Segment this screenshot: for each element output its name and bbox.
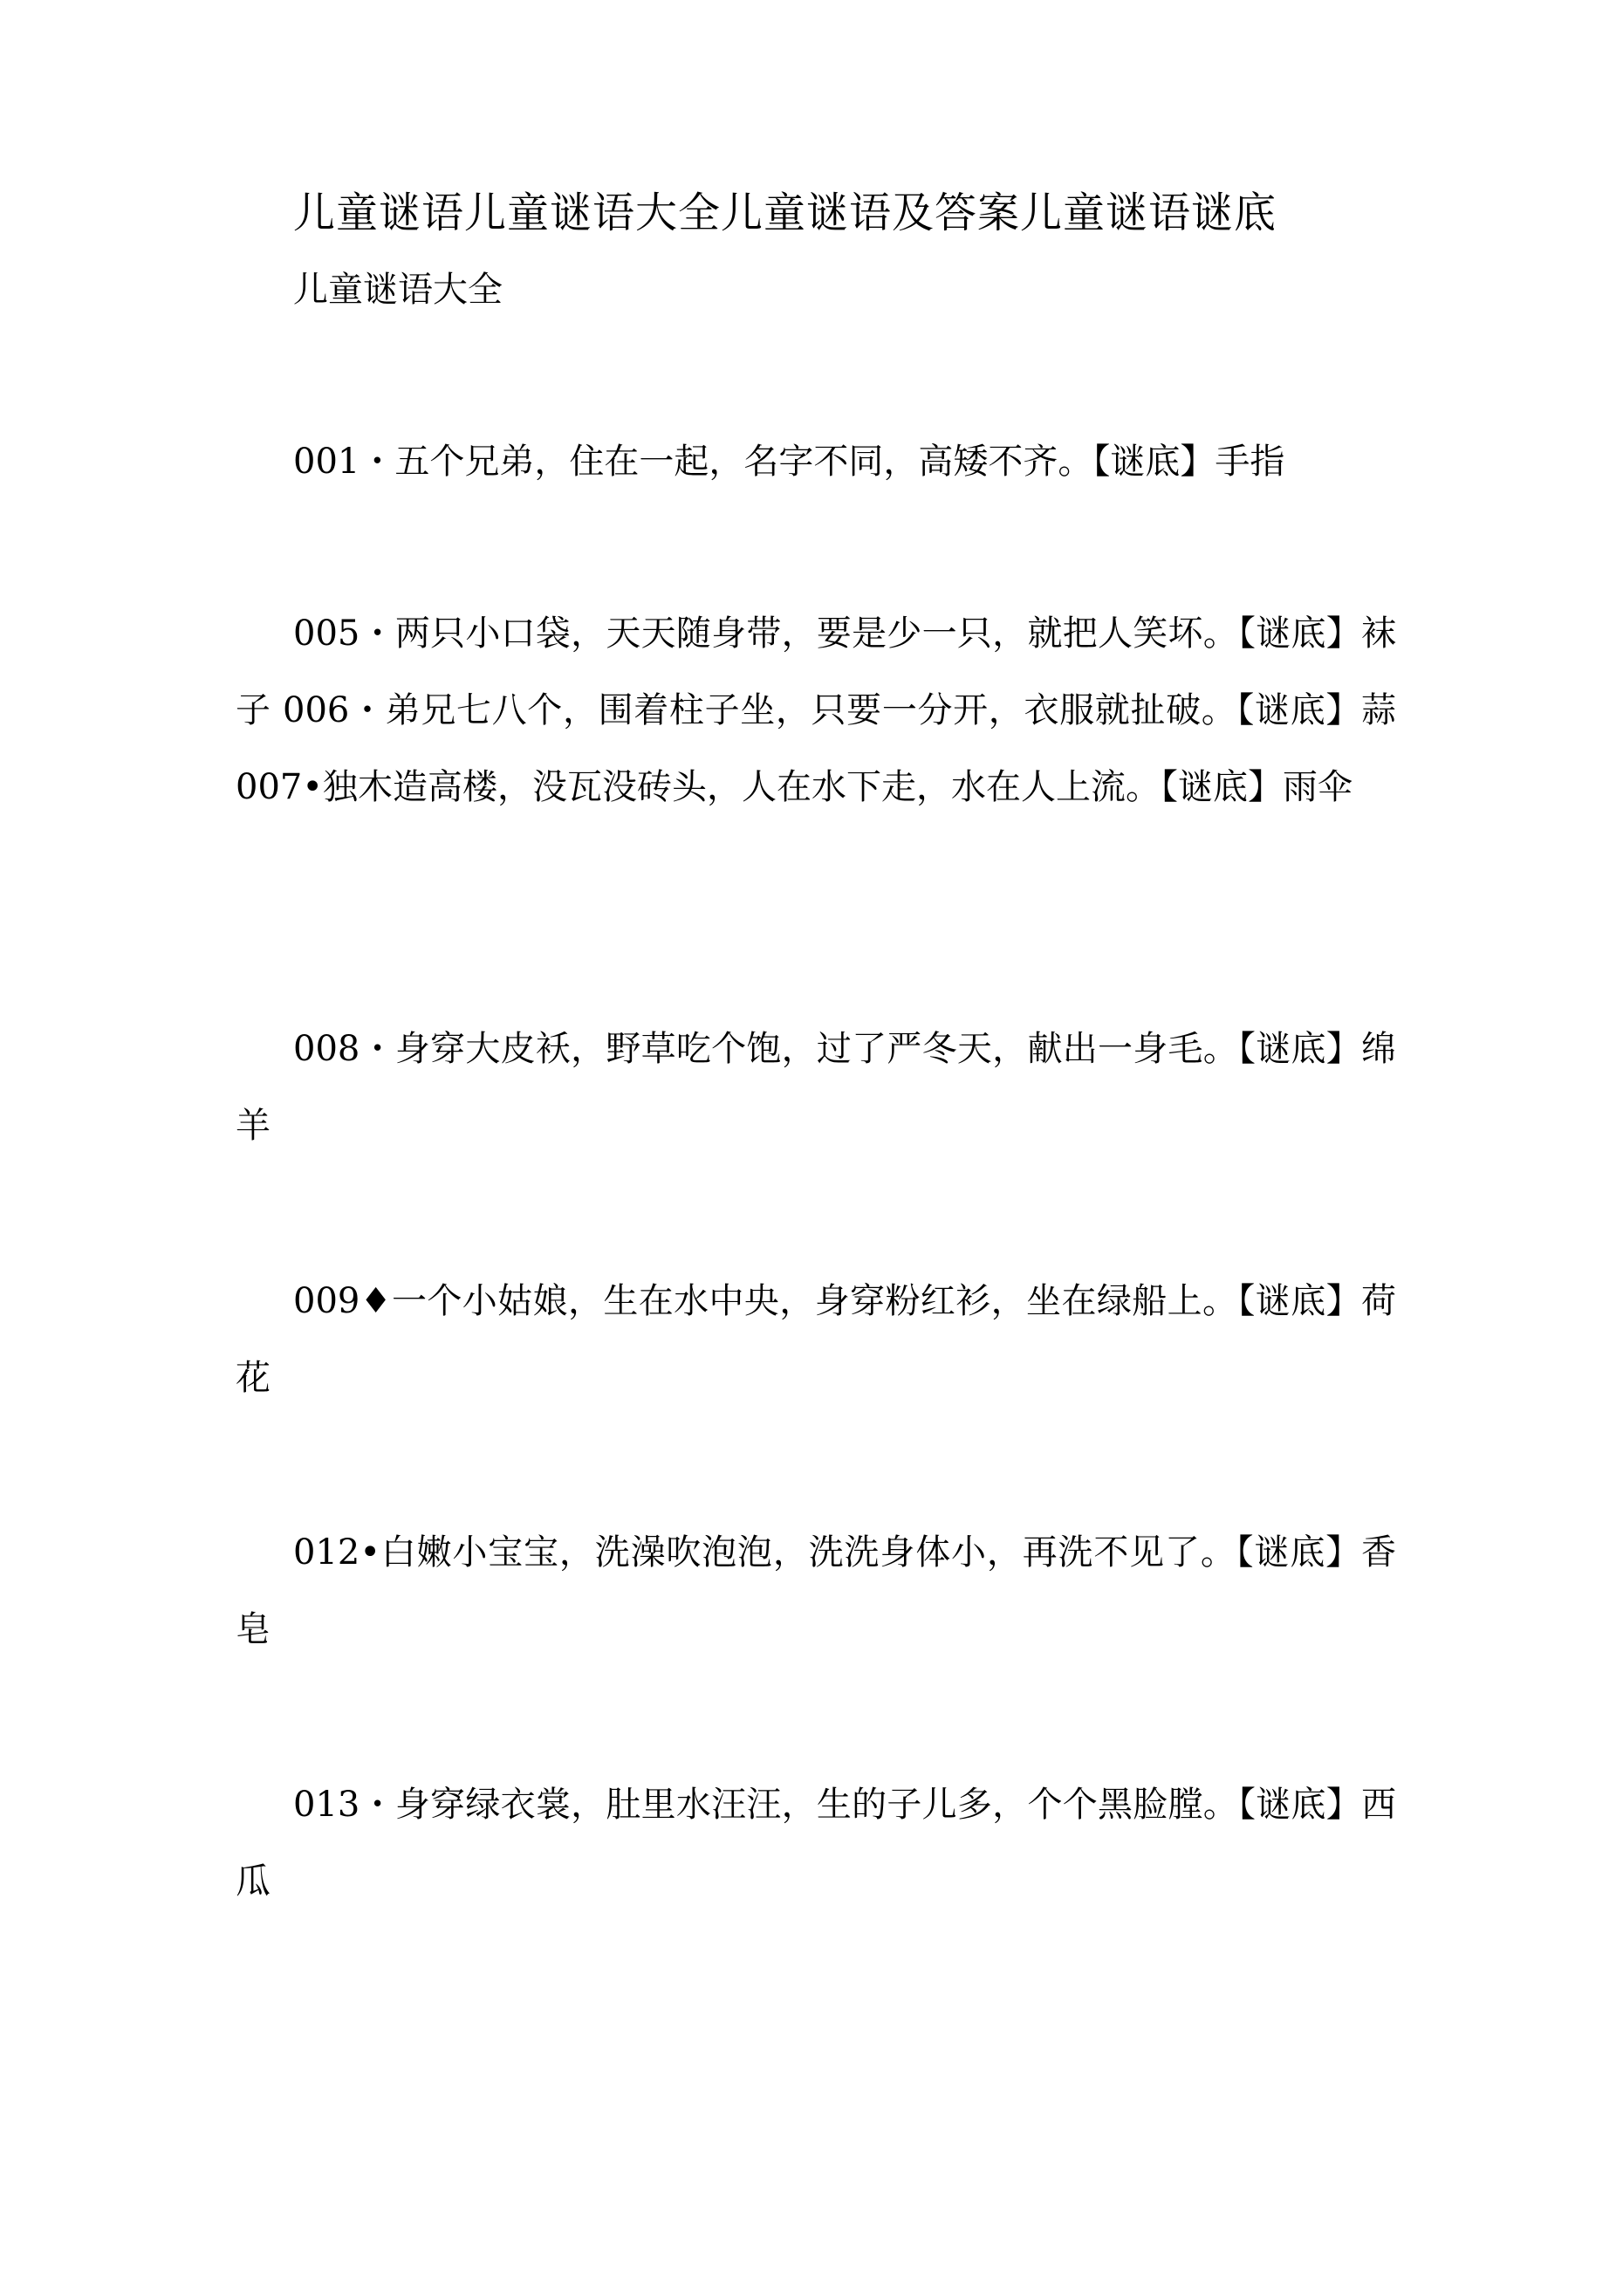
riddle-paragraph: 001・五个兄弟，住在一起，名字不同，高矮不齐。【谜底】手指 xyxy=(293,442,1285,482)
riddle-paragraph: 005・两只小口袋，天天随身带，要是少一只，就把人笑坏。【谜底】袜子 006・弟兄七八个，围着柱子坐，只要一分开，衣服就扯破。【谜底】蒜 007•独木造高楼，没瓦没砖头，人在水下走，水在人上流。【谜底】雨伞 xyxy=(236,613,1396,807)
riddle-paragraph: 013・身穿绿衣裳，肚里水汪汪，生的子儿多，个个黑脸膛。【谜底】西瓜 xyxy=(236,1785,1396,1902)
document-subtitle: 儿童谜语大全 xyxy=(293,270,503,310)
riddle-paragraph: 012•白嫩小宝宝，洗澡吹泡泡，洗洗身体小，再洗不见了。【谜底】香皂 xyxy=(236,1532,1396,1649)
riddle-paragraph: 009♦一个小姑娘，生在水中央，身穿粉红衫，坐在绿船上。【谜底】荷花 xyxy=(236,1281,1396,1398)
riddle-paragraph: 008・身穿大皮袄，野草吃个饱，过了严冬天，献出一身毛。【谜底】绵羊 xyxy=(236,1029,1396,1146)
document-title: 儿童谜语儿童谜语大全儿童谜语及答案儿童谜语谜底 xyxy=(293,188,1277,237)
